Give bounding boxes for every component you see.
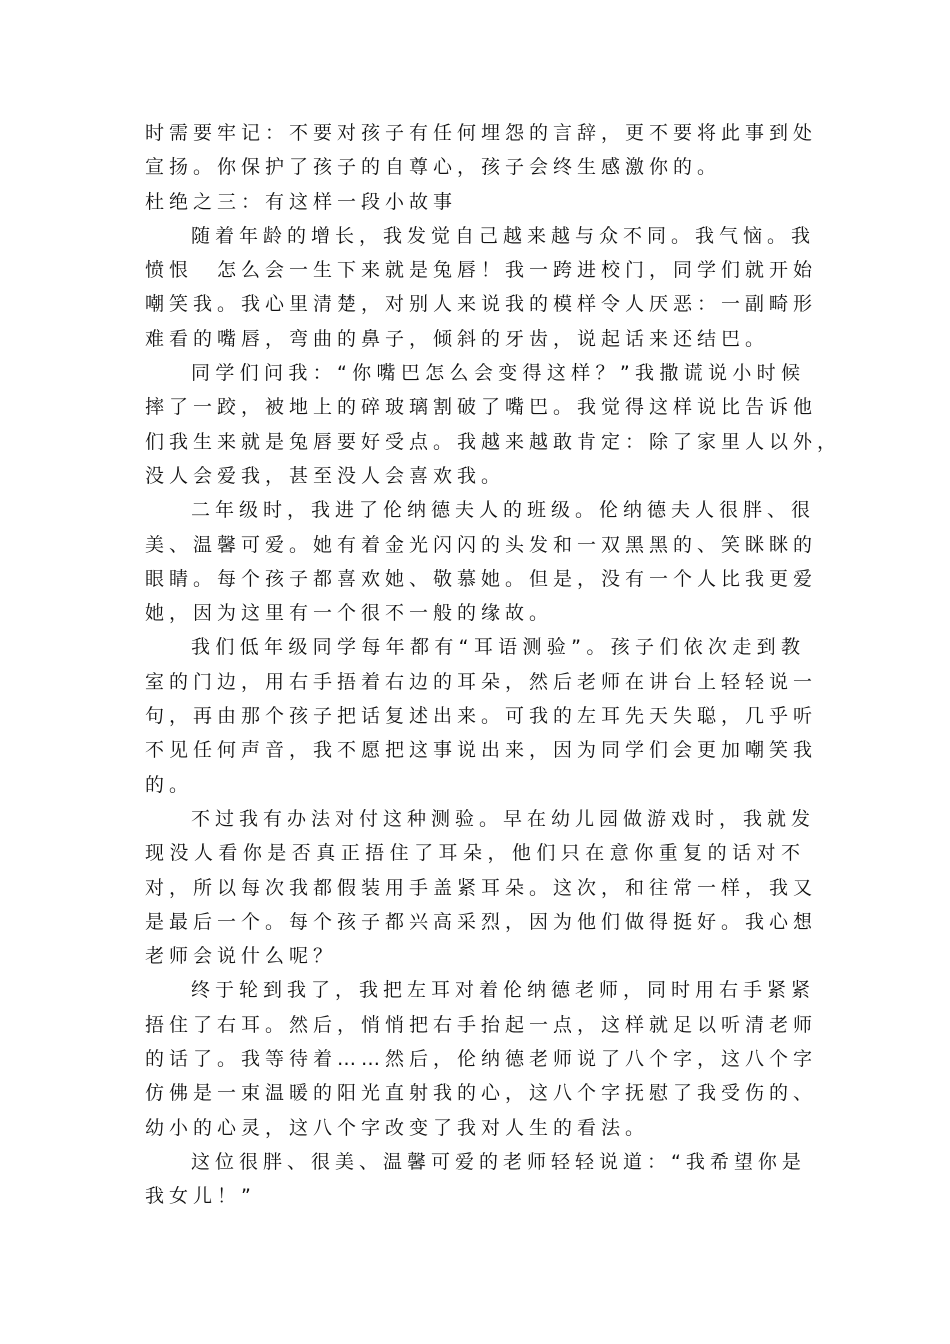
- text-line: 对，所以每次我都假装用手盖紧耳朵。这次，和往常一样，我又: [145, 876, 818, 899]
- paragraph-first-line: 二年级时，我进了伦纳德夫人的班级。伦纳德夫人很胖、很: [191, 499, 816, 522]
- text-line: 眼睛。每个孩子都喜欢她、敬慕她。但是，没有一个人比我更爱: [145, 567, 818, 590]
- text-line: 愤恨 怎么会一生下来就是兔唇！我一跨进校门，同学们就开始: [145, 259, 818, 282]
- text-line: 没人会爱我，甚至没人会喜欢我。: [145, 464, 506, 487]
- text-line: 她，因为这里有一个很不一般的缘故。: [145, 602, 554, 625]
- text-line: 我女儿！”: [145, 1185, 256, 1208]
- text-line: 杜绝之三：有这样一段小故事: [145, 190, 458, 213]
- paragraph-first-line: 这位很胖、很美、温馨可爱的老师轻轻说道：“我希望你是: [191, 1150, 806, 1173]
- text-line: 仿佛是一束温暖的阳光直射我的心，这八个字抚慰了我受伤的、: [145, 1082, 818, 1105]
- text-line: 时需要牢记：不要对孩子有任何埋怨的言辞，更不要将此事到处: [145, 122, 818, 144]
- paragraph-first-line: 同学们问我：“你嘴巴怎么会变得这样？”我撒谎说小时候: [191, 362, 805, 385]
- paragraph-first-line: 我们低年级同学每年都有“耳语测验”。孩子们依次走到教: [191, 636, 805, 659]
- text-line: 美、温馨可爱。她有着金光闪闪的头发和一双黑黑的、笑眯眯的: [145, 533, 818, 556]
- text-line: 的话了。我等待着……然后，伦纳德老师说了八个字，这八个字: [145, 1048, 818, 1071]
- paragraph-first-line: 不过我有办法对付这种测验。早在幼儿园做游戏时，我就发: [191, 807, 816, 830]
- paragraph-first-line: 终于轮到我了，我把左耳对着伦纳德老师，同时用右手紧紧: [191, 979, 816, 1002]
- text-line: 句，再由那个孩子把话复述出来。可我的左耳先天失聪，几乎听: [145, 705, 818, 728]
- text-line: 幼小的心灵，这八个字改变了我对人生的看法。: [145, 1116, 650, 1139]
- text-line: 捂住了右耳。然后，悄悄把右手抬起一点，这样就足以听清老师: [145, 1013, 818, 1036]
- text-line: 嘲笑我。我心里清楚，对别人来说我的模样令人厌恶：一副畸形: [145, 293, 818, 316]
- paragraph-first-line: 随着年龄的增长，我发觉自己越来越与众不同。我气恼。我: [191, 224, 816, 247]
- text-line: 宣扬。你保护了孩子的自尊心，孩子会终生感激你的。: [145, 156, 722, 179]
- text-line: 们我生来就是兔唇要好受点。我越来越敢肯定：除了家里人以外，: [145, 430, 842, 453]
- text-line: 老师会说什么呢？: [145, 945, 338, 968]
- text-line: 不见任何声音，我不愿把这事说出来，因为同学们会更加嘲笑我: [145, 739, 818, 762]
- text-line: 是最后一个。每个孩子都兴高采烈，因为他们做得挺好。我心想: [145, 910, 818, 933]
- text-line: 室的门边，用右手捂着右边的耳朵，然后老师在讲台上轻轻说一: [145, 670, 818, 693]
- text-line: 现没人看你是否真正捂住了耳朵，他们只在意你重复的话对不: [145, 842, 805, 865]
- text-line: 的。: [145, 773, 194, 796]
- document-body: [145, 116, 842, 1214]
- text-line: 难看的嘴唇，弯曲的鼻子，倾斜的牙齿，说起话来还结巴。: [145, 327, 770, 350]
- text-line: 摔了一跤，被地上的碎玻璃割破了嘴巴。我觉得这样说比告诉他: [145, 396, 818, 419]
